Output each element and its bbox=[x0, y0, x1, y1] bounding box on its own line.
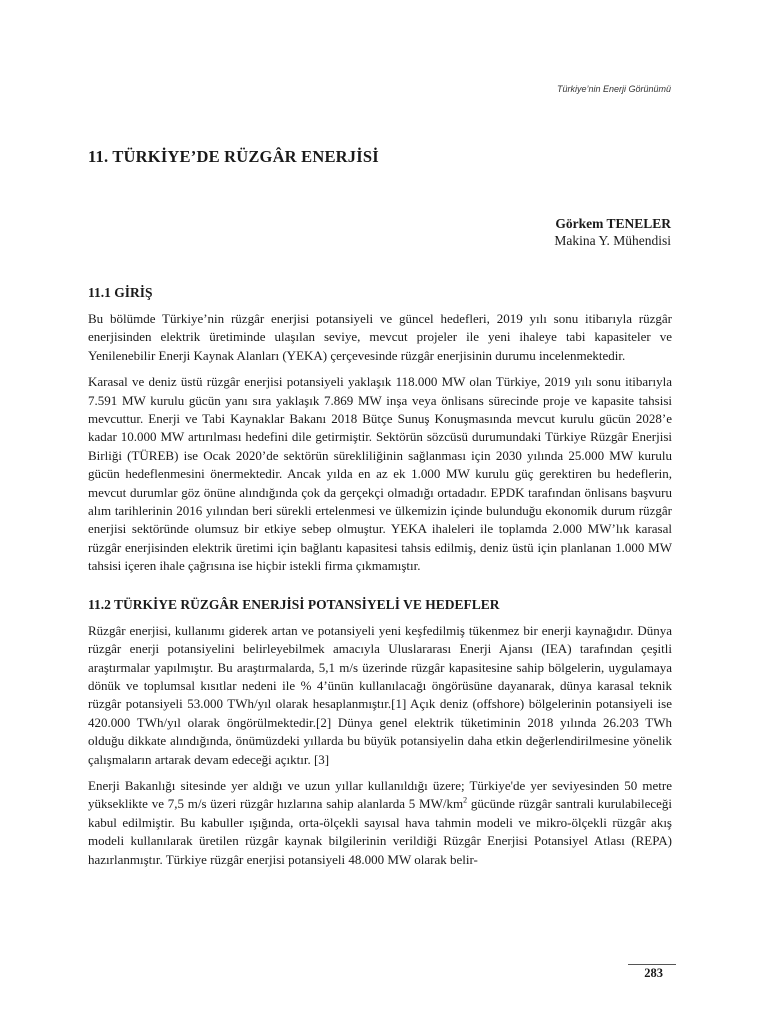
potential-paragraph-2-text-b: gücünde rüzgâr santrali kurulabileceği kabul edilmiştir. Bu kabuller ışığında, orta-ölçekli sayısal hava tahmin modeli ve mikro-ölçekli rüzgâr akış modeli kullanılarak üretilen rüzgâr kaynak bilgilerinin verildiği Rüzgâr Enerjisi Potansiyel Atlası (REPA) hazırlanmıştır. Türkiye rüzgâr enerjisi potansiyeli 48.000 MW olarak belir- bbox=[88, 796, 672, 867]
chapter-title: 11. TÜRKİYE’DE RÜZGÂR ENERJİSİ bbox=[88, 147, 379, 166]
potential-paragraph-1: Rüzgâr enerjisi, kullanımı giderek artan ve potansiyeli yeni keşfedilmiş tükenmez bir enerji kaynağıdır. Dünya rüzgâr enerji potansiyelini belirleyebilmek amacıyla Uluslararası Enerji Ajansı (IEA) tarafından çeşitli araştırmalar yapılmıştır. Bu araştırmalarda, 5,1 m/s üzerinde rüzgâr kapasitesine sahip bölgelerin, uygulamaya dönük ve toplumsal kısıtlar nedeni ile % 4’ünün kullanılacağı öngörüsüne dayanarak, dünya karasal teknik rüzgâr potansiyeli 53.000 TWh/yıl olarak hesaplanmıştır.[1] Açık deniz (offshore) bölgelerinin potansiyeli ise 420.000 TWh/yıl olarak öngörülmektedir.[2] Dünya genel elektrik tüketiminin 2018 yılında 26.203 TWh olduğu dikkate alındığında, önümüzdeki yıllarda bu büyük potansiyelin daha etkin değerlendirilmesine yönelik çalışmaların artarak devam edeceği açıktır. [3] bbox=[88, 622, 672, 767]
author-title: Makina Y. Mühendisi bbox=[554, 233, 671, 248]
article-body bbox=[88, 284, 672, 877]
intro-paragraph-1: Bu bölümde Türkiye’nin rüzgâr enerjisi potansiyeli ve güncel hedefleri, 2019 yılı sonu itibarıyla rüzgâr enerjisinden elektrik üretiminde ulaşılan seviye, mevcut projeler ile yeni ihaleye tabi kapasiteler ve Yenilenebilir Enerji Kaynak Alanları (YEKA) çerçevesinde rüzgâr enerjisinin durumu incelenmektedir. bbox=[88, 311, 672, 363]
intro-paragraph-2: Karasal ve deniz üstü rüzgâr enerjisi potansiyeli yaklaşık 118.000 MW olan Türkiye, 2019 yılı sonu itibarıyla 7.591 MW kurulu gücün yanı sıra yaklaşık 7.869 MW inşa veya önlisans sürecinde proje ve kapasite tahsisi mevcuttur. Enerji ve Tabi Kaynaklar Bakanı 2018 Bütçe Sunuş Konuşmasında mevcut kurulu gücün 2028’e kadar 10.000 MW artırılması hedefini dile getirmiştir. Sektörün sözcüsü durumundaki Türkiye Rüzgâr Enerjisi Birliği (TÜREB) ise Ocak 2020’de sektörün sürekliliğinin sağlanması için 2030 yılında 25.000 MW kurulu gücün hedeflenmesini önermektedir. Ancak yılda en az ek 1.000 MW kurulu güç gerektiren bu hedeflerin, mevcut durumlar göz önüne alındığında çok da gerçekçi olmadığı ortadadır. EPDK tarafından önlisans başvuru alım tarihlerinin 2016 yılından beri sürekli ertelenmesi ve ülkemizin içinde bulunduğu ekonomik durum rüzgâr enerjisi sektöründe olumsuz bir etkiye sebep olmuştur. YEKA ihaleleri ile toplamda 2.000 MW’lık karasal rüzgâr enerjisinden elektrik üretimi için bağlantı kapasitesi tahsis edilmiş, deniz üstü için planlanan 1.000 MW tahsisi içeren ihale çağrısına ise hiçbir istekli firma çıkmamıştır. bbox=[88, 374, 672, 574]
section-heading-intro: 11.1 GİRİŞ bbox=[88, 285, 153, 300]
potential-paragraph-2 bbox=[88, 777, 672, 869]
page-number: 283 bbox=[644, 966, 663, 980]
section-heading-potential: 11.2 TÜRKİYE RÜZGÂR ENERJİSİ POTANSİYELİ VE HEDEFLER bbox=[88, 596, 500, 612]
author-block bbox=[554, 215, 671, 249]
potential-paragraph-2-text-a: Enerji Bakanlığı sitesinde yer aldığı ve uzun yıllar kullanıldığı üzere; Türkiye'de yer seviyesinden 50 metre yükseklikte ve 7,5 m/s üzeri rüzgâr hızlarına sahip alanlarda 5 MW/km bbox=[88, 777, 672, 812]
running-header: Türkiye’nin Enerji Görünümü bbox=[556, 84, 671, 94]
author-name: Görkem TENELER bbox=[555, 216, 671, 231]
superscript-2: 2 bbox=[463, 796, 468, 806]
footer-rule bbox=[628, 964, 676, 965]
